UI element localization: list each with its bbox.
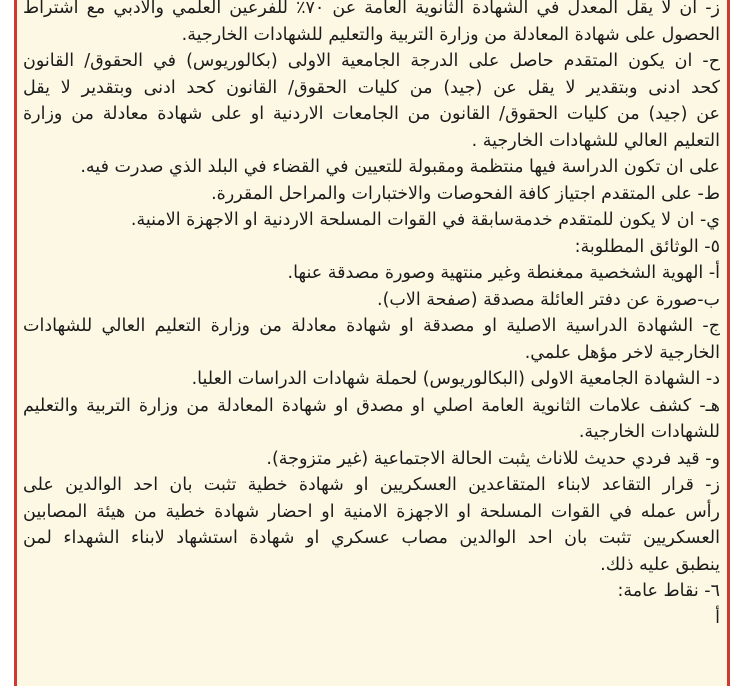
clause-h-degree-line-4: التعليم العالي للشهادات الخارجية . — [471, 130, 720, 151]
doc-z-retirement-line-3: العسكريين تثبت بان احد الوالدين مصاب عسكري او شهادة استشهاد لابناء الشهداء لمن — [23, 528, 720, 548]
doc-a-id-card: أ- الهوية الشخصية ممغنطة وغير منتهية وصورة مصدقة عنها. — [287, 263, 720, 283]
clause-y-prior-service: ي- ان لا يكون للمتقدم خدمةسابقة في القوات المسلحة الاردنية او الاجهزة الامنية. — [130, 210, 720, 230]
doc-z-retirement-line-4: ينطبق عليه ذلك. — [600, 554, 720, 575]
doc-z-retirement-line-1: ز- قرار التقاعد لابناء المتقاعدين العسكريين او شهادة خطية تثبت بان احد الوالدين على — [23, 475, 720, 495]
doc-j-certificate-line-1: ج- الشهادة الدراسية الاصلية او مصدقة او شهادة معادلة من وزارة التعليم العالي للشهادات — [23, 316, 720, 336]
clause-h-degree-line-3: عن (جيد) من كليات الحقوق/ القانون من الجامعات الاردنية او على شهادة معادلة من وزارة — [23, 104, 720, 124]
doc-b-family-book: ب-صورة عن دفتر العائلة مصدقة (صفحة الاب). — [377, 289, 720, 310]
clause-t-exams: ط- على المتقدم اجتياز كافة الفحوصات والاختبارات والمراحل المقررة. — [211, 183, 720, 204]
section-6-heading: ٦- نقاط عامة: — [617, 581, 720, 601]
clause-h-degree-line-5: على ان تكون الدراسة فيها منتظمة ومقبولة للتعيين في القضاء في البلد الذي صدرت فيه. — [80, 157, 720, 177]
clause-h-degree-line-2: كحد ادنى وبتقدير لا يقل عن (جيد) من كليات الحقوق/ القانون كحد ادنى وبتقدير لا يقل — [23, 77, 720, 98]
clause-z-gpa-line-1: ز- ان لا يقل المعدل في الشهادة الثانوية العامة عن ٧٠٪ للفرعين العلمي والادبي مع اشتراط — [23, 0, 720, 18]
section-5-heading: ٥- الوثائق المطلوبة: — [574, 236, 720, 257]
clause-h-degree-line-1: ح- ان يكون المتقدم حاصل على الدرجة الجامعية الاولى (بكالوريوس) في الحقوق/ القانون — [23, 51, 720, 71]
doc-h-transcript-line-1: هـ- كشف علامات الثانوية العامة اصلي او مصدق او شهادة المعادلة من وزارة التربية والتعليم — [23, 395, 720, 416]
section-6-item-a-partial: أ — [715, 607, 720, 628]
doc-j-certificate-line-2: الخارجية لاخر مؤهل علمي. — [524, 342, 720, 363]
clause-z-gpa-line-2: الحصول على شهادة المعادلة من وزارة التربية والتعليم للشهادات الخارجية. — [181, 24, 720, 45]
document-page — [14, 0, 730, 686]
doc-d-bachelor: د- الشهادة الجامعية الاولى (البكالوريوس) لحملة شهادات الدراسات العليا. — [191, 369, 720, 389]
doc-z-retirement-line-2: رأس عمله في القوات المسلحة او الاجهزة الامنية او احضار شهادة خطية من هيئة المصابين — [23, 501, 720, 522]
doc-w-civil-record: و- قيد فردي حديث للاناث يثبت الحالة الاجتماعية (غير متزوجة). — [266, 448, 720, 469]
doc-h-transcript-line-2: للشهادات الخارجية. — [578, 422, 720, 442]
document-body — [17, 0, 727, 631]
